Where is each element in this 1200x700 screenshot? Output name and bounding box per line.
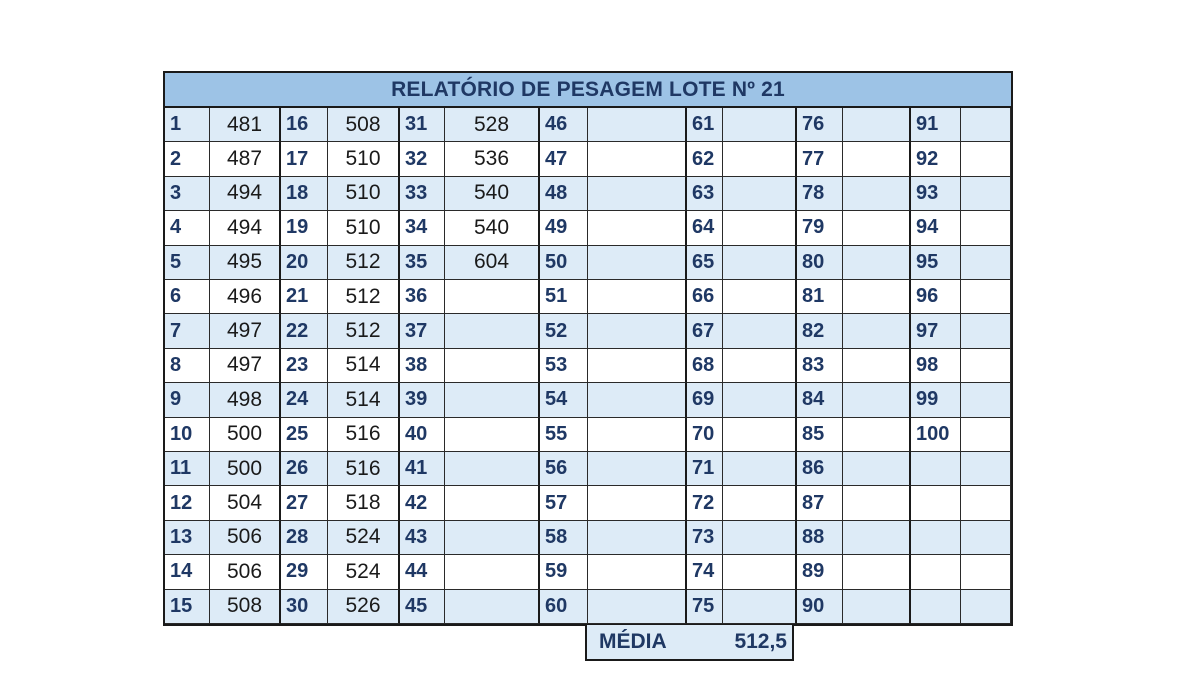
row-number: 85 — [797, 418, 843, 452]
weight-value — [445, 521, 540, 555]
row-number: 27 — [281, 486, 328, 520]
weight-value — [843, 280, 911, 314]
row-number: 80 — [797, 246, 843, 280]
weight-value — [961, 521, 1011, 555]
weight-value — [843, 521, 911, 555]
weight-value — [961, 349, 1011, 383]
weight-value: 512 — [328, 280, 400, 314]
row-number: 69 — [687, 383, 723, 417]
weight-value: 506 — [210, 555, 281, 589]
row-number: 2 — [165, 142, 210, 176]
row-number: 66 — [687, 280, 723, 314]
row-number: 45 — [400, 590, 445, 624]
row-number: 74 — [687, 555, 723, 589]
row-number: 4 — [165, 211, 210, 245]
weight-value — [961, 383, 1011, 417]
row-number: 55 — [540, 418, 588, 452]
row-number: 61 — [687, 108, 723, 142]
row-number: 9 — [165, 383, 210, 417]
row-number: 57 — [540, 486, 588, 520]
row-number: 62 — [687, 142, 723, 176]
row-number: 20 — [281, 246, 328, 280]
row-number: 79 — [797, 211, 843, 245]
weight-value — [588, 349, 687, 383]
row-number: 17 — [281, 142, 328, 176]
weight-value — [588, 108, 687, 142]
weight-value: 518 — [328, 486, 400, 520]
weight-value — [588, 142, 687, 176]
weight-value: 510 — [328, 142, 400, 176]
row-number: 18 — [281, 177, 328, 211]
row-number: 23 — [281, 349, 328, 383]
row-number: 36 — [400, 280, 445, 314]
row-number: 10 — [165, 418, 210, 452]
weight-value — [961, 211, 1011, 245]
weight-value: 524 — [328, 521, 400, 555]
row-number: 81 — [797, 280, 843, 314]
weight-value: 512 — [328, 246, 400, 280]
weight-value: 604 — [445, 246, 540, 280]
row-number: 1 — [165, 108, 210, 142]
weight-value: 512 — [328, 314, 400, 348]
weight-value — [588, 486, 687, 520]
weight-value — [445, 280, 540, 314]
weight-value: 526 — [328, 590, 400, 624]
weight-value: 494 — [210, 211, 281, 245]
weight-value — [843, 590, 911, 624]
weight-value — [843, 177, 911, 211]
row-number: 12 — [165, 486, 210, 520]
weight-value: 510 — [328, 177, 400, 211]
row-number: 71 — [687, 452, 723, 486]
row-number: 21 — [281, 280, 328, 314]
row-number: 52 — [540, 314, 588, 348]
row-number: 70 — [687, 418, 723, 452]
weight-value: 528 — [445, 108, 540, 142]
weight-value — [588, 177, 687, 211]
average-box — [585, 625, 794, 661]
row-number: 51 — [540, 280, 588, 314]
row-number: 88 — [797, 521, 843, 555]
weight-value: 508 — [210, 590, 281, 624]
row-number: 56 — [540, 452, 588, 486]
weight-value — [588, 452, 687, 486]
weight-value — [843, 418, 911, 452]
row-number — [911, 555, 961, 589]
weight-value — [588, 590, 687, 624]
weight-value — [961, 177, 1011, 211]
weight-value — [843, 108, 911, 142]
weight-value: 516 — [328, 452, 400, 486]
row-number: 89 — [797, 555, 843, 589]
weight-value — [843, 246, 911, 280]
row-number: 13 — [165, 521, 210, 555]
weight-value: 481 — [210, 108, 281, 142]
weight-value — [843, 486, 911, 520]
weight-value — [588, 383, 687, 417]
row-number: 15 — [165, 590, 210, 624]
weight-value — [723, 349, 797, 383]
row-number: 24 — [281, 383, 328, 417]
row-number — [911, 521, 961, 555]
row-number: 78 — [797, 177, 843, 211]
weight-value: 498 — [210, 383, 281, 417]
weight-value — [588, 555, 687, 589]
weight-value — [961, 452, 1011, 486]
row-number: 32 — [400, 142, 445, 176]
weight-value: 497 — [210, 349, 281, 383]
weight-value — [961, 246, 1011, 280]
row-number: 30 — [281, 590, 328, 624]
weight-value — [723, 314, 797, 348]
weight-value — [445, 486, 540, 520]
weight-value — [723, 142, 797, 176]
row-number: 82 — [797, 314, 843, 348]
row-number: 14 — [165, 555, 210, 589]
row-number: 68 — [687, 349, 723, 383]
row-number: 86 — [797, 452, 843, 486]
row-number: 84 — [797, 383, 843, 417]
weight-value — [588, 246, 687, 280]
weight-value — [961, 280, 1011, 314]
weight-value: 500 — [210, 452, 281, 486]
row-number: 35 — [400, 246, 445, 280]
row-number: 42 — [400, 486, 445, 520]
weight-value — [961, 142, 1011, 176]
row-number: 83 — [797, 349, 843, 383]
row-number: 73 — [687, 521, 723, 555]
row-number: 60 — [540, 590, 588, 624]
row-number: 39 — [400, 383, 445, 417]
weight-value: 508 — [328, 108, 400, 142]
weights-grid — [165, 108, 1011, 624]
weight-value — [723, 590, 797, 624]
row-number: 76 — [797, 108, 843, 142]
weight-value — [723, 108, 797, 142]
row-number: 92 — [911, 142, 961, 176]
weight-value — [843, 314, 911, 348]
weight-value — [961, 418, 1011, 452]
weight-value — [445, 418, 540, 452]
row-number — [911, 452, 961, 486]
weight-value — [588, 211, 687, 245]
row-number: 41 — [400, 452, 445, 486]
row-number: 98 — [911, 349, 961, 383]
weight-value — [843, 211, 911, 245]
weight-value — [723, 280, 797, 314]
report-title: RELATÓRIO DE PESAGEM LOTE Nº 21 — [165, 73, 1011, 108]
average-label: MÉDIA — [599, 630, 667, 653]
row-number: 94 — [911, 211, 961, 245]
row-number: 31 — [400, 108, 445, 142]
weight-value — [961, 555, 1011, 589]
weight-value: 514 — [328, 349, 400, 383]
row-number: 99 — [911, 383, 961, 417]
row-number: 97 — [911, 314, 961, 348]
row-number: 3 — [165, 177, 210, 211]
weight-value: 510 — [328, 211, 400, 245]
weight-value — [961, 108, 1011, 142]
weight-value — [843, 452, 911, 486]
weight-value — [843, 349, 911, 383]
weight-value — [723, 521, 797, 555]
weight-value: 495 — [210, 246, 281, 280]
row-number: 34 — [400, 211, 445, 245]
row-number: 49 — [540, 211, 588, 245]
weight-value — [723, 383, 797, 417]
average-value: 512,5 — [734, 630, 787, 653]
weight-value — [445, 555, 540, 589]
row-number: 65 — [687, 246, 723, 280]
row-number: 58 — [540, 521, 588, 555]
weight-value — [445, 590, 540, 624]
row-number: 11 — [165, 452, 210, 486]
weight-value — [588, 280, 687, 314]
weight-value — [723, 452, 797, 486]
weight-value: 540 — [445, 211, 540, 245]
row-number — [911, 486, 961, 520]
row-number: 28 — [281, 521, 328, 555]
weight-value: 536 — [445, 142, 540, 176]
weight-value: 494 — [210, 177, 281, 211]
weight-value: 497 — [210, 314, 281, 348]
weight-value — [961, 314, 1011, 348]
weight-value — [723, 418, 797, 452]
row-number: 6 — [165, 280, 210, 314]
row-number: 77 — [797, 142, 843, 176]
row-number: 37 — [400, 314, 445, 348]
weight-value — [961, 486, 1011, 520]
row-number: 90 — [797, 590, 843, 624]
row-number: 67 — [687, 314, 723, 348]
row-number: 50 — [540, 246, 588, 280]
weight-value — [723, 177, 797, 211]
row-number: 87 — [797, 486, 843, 520]
weight-value — [445, 314, 540, 348]
row-number: 54 — [540, 383, 588, 417]
row-number: 19 — [281, 211, 328, 245]
weight-value — [843, 383, 911, 417]
weight-value: 500 — [210, 418, 281, 452]
row-number: 8 — [165, 349, 210, 383]
row-number: 29 — [281, 555, 328, 589]
weight-value: 524 — [328, 555, 400, 589]
row-number: 64 — [687, 211, 723, 245]
weight-value: 504 — [210, 486, 281, 520]
row-number: 47 — [540, 142, 588, 176]
row-number: 26 — [281, 452, 328, 486]
row-number: 33 — [400, 177, 445, 211]
row-number — [911, 590, 961, 624]
weighing-report-sheet — [163, 71, 1013, 626]
weight-value — [723, 211, 797, 245]
weight-value — [445, 383, 540, 417]
row-number: 40 — [400, 418, 445, 452]
row-number: 48 — [540, 177, 588, 211]
weight-value — [445, 349, 540, 383]
weight-value: 540 — [445, 177, 540, 211]
row-number: 59 — [540, 555, 588, 589]
weight-value: 496 — [210, 280, 281, 314]
row-number: 72 — [687, 486, 723, 520]
weight-value: 487 — [210, 142, 281, 176]
row-number: 46 — [540, 108, 588, 142]
row-number: 7 — [165, 314, 210, 348]
row-number: 38 — [400, 349, 445, 383]
row-number: 93 — [911, 177, 961, 211]
weight-value — [588, 521, 687, 555]
row-number: 91 — [911, 108, 961, 142]
row-number: 100 — [911, 418, 961, 452]
row-number: 63 — [687, 177, 723, 211]
weight-value: 516 — [328, 418, 400, 452]
row-number: 16 — [281, 108, 328, 142]
weight-value — [723, 555, 797, 589]
weight-value — [445, 452, 540, 486]
weight-value — [843, 555, 911, 589]
row-number: 22 — [281, 314, 328, 348]
weight-value — [723, 246, 797, 280]
weight-value — [961, 590, 1011, 624]
weight-value — [588, 418, 687, 452]
row-number: 75 — [687, 590, 723, 624]
weight-value — [843, 142, 911, 176]
weight-value: 506 — [210, 521, 281, 555]
row-number: 44 — [400, 555, 445, 589]
row-number: 95 — [911, 246, 961, 280]
row-number: 25 — [281, 418, 328, 452]
weight-value — [588, 314, 687, 348]
row-number: 53 — [540, 349, 588, 383]
weight-value: 514 — [328, 383, 400, 417]
row-number: 96 — [911, 280, 961, 314]
row-number: 43 — [400, 521, 445, 555]
weight-value — [723, 486, 797, 520]
row-number: 5 — [165, 246, 210, 280]
